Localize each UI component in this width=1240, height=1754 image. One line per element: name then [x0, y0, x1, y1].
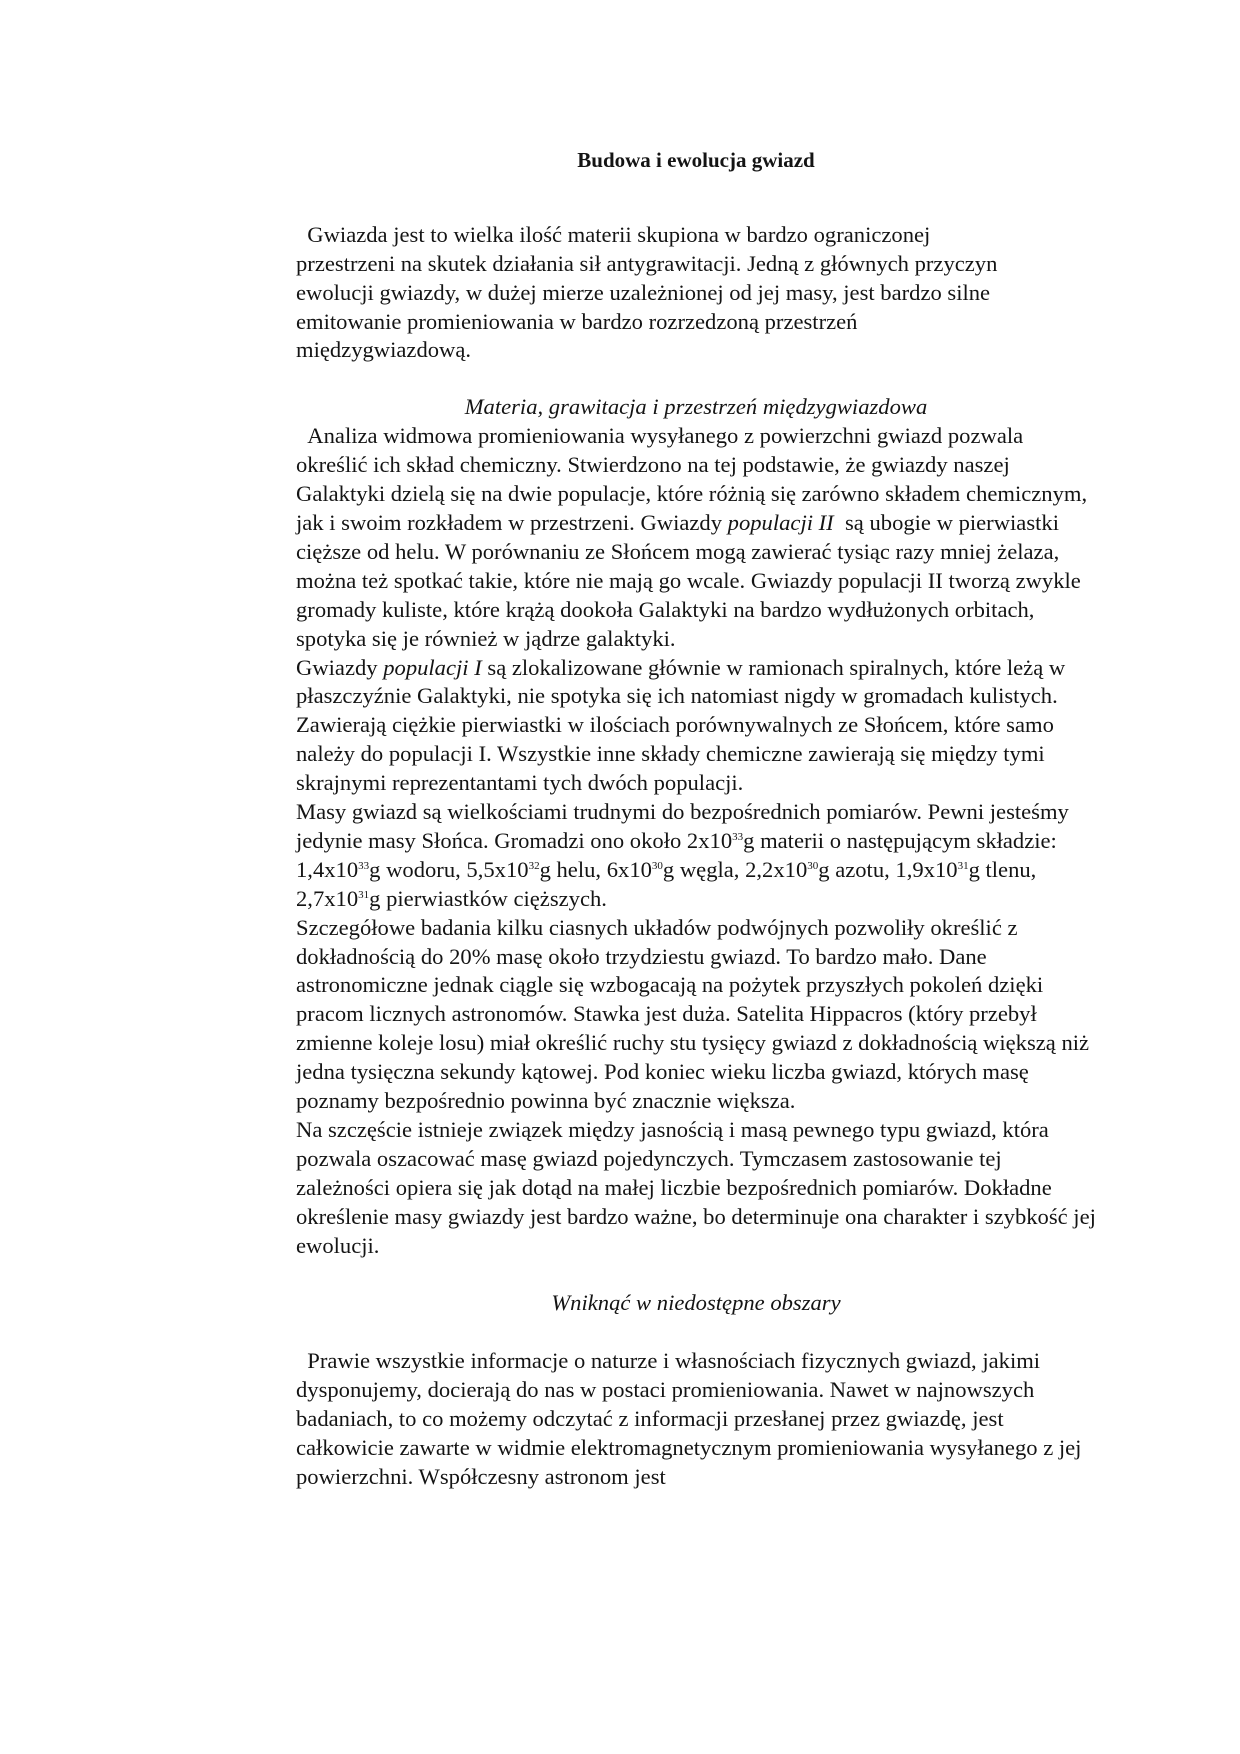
paragraph-population-one: [296, 654, 1096, 799]
composition-element: g tlenu,: [968, 856, 1037, 882]
emphasis-text: populacji I: [383, 654, 482, 680]
section-heading-wniknac: Wniknąć w niedostępne obszary: [551, 1289, 841, 1315]
section-heading-materia: Materia, grawitacja i przestrzeń międzygwiazdowa: [464, 394, 928, 420]
spacer: [296, 1261, 1096, 1289]
exponent: 32: [528, 859, 540, 872]
composition-coef: 1,4x10: [296, 856, 359, 882]
paragraph-text: Analiza widmowa promieniowania wysyłanego z powierzchni gwiazd pozwala określić ich skład chemiczny. Stwierdzono na tej podstawie, że gwiazdy naszej Galaktyki dzielą się na dwie populacje, które różnią się zarówno składem chemicznym, jak i swoim rozkładem w przestrzeni. Gwiazdy: [296, 423, 1093, 535]
composition-element: g wodoru,: [369, 856, 467, 882]
exponent: 30: [651, 859, 663, 872]
document-title: Budowa i ewolucja gwiazd: [577, 148, 815, 172]
intro-line: Gwiazda jest to wielka ilość materii skupiona w bardzo ograniczonej: [296, 221, 931, 247]
composition-coef: 2,7x10: [296, 885, 359, 911]
exponent: 33: [358, 859, 370, 872]
intro-line: emitowanie promieniowania w bardzo rozrzedzoną przestrzeń: [296, 308, 858, 334]
paragraph-masses: [296, 798, 1096, 856]
intro-paragraph: [296, 192, 1096, 365]
spacer: [296, 365, 1096, 393]
intro-line: przestrzeni na skutek działania sił antygrawitacji. Jedną z głównych przyczyn: [296, 250, 998, 276]
document-page: [296, 146, 1096, 1492]
intro-line: międzygwiazdową.: [296, 337, 472, 363]
exponent: 31: [358, 888, 370, 901]
paragraph-text: Gwiazdy: [296, 654, 384, 680]
exponent: 33: [732, 830, 744, 843]
paragraph-radiation: Prawie wszystkie informacje o naturze i własnościach fizycznych gwiazd, jakimi dysponujemy, docierają do nas w postaci promieniowania. Nawet w najnowszych badaniach, to co możemy odczytać z informacji przesłanej przez gwiazdę, jest całkowicie zawarte w widmie elektromagnetycznym promieniowania wysyłanego z jej powierzchni. Współczesny astronom jest: [296, 1348, 1088, 1490]
emphasis-text: populacji II: [727, 509, 834, 535]
intro-line: ewolucji gwiazdy, w dużej mierze uzależnionej od jej masy, jest bardzo silne: [296, 279, 991, 305]
exponent: 31: [957, 859, 969, 872]
exponent: 30: [807, 859, 819, 872]
paragraph-text: Masy gwiazd są wielkościami trudnymi do bezpośrednich pomiarów. Pewni jesteśmy jedynie masy Słońca. Gromadzi ono około 2x10: [296, 799, 1069, 853]
composition-coef: 5,5x10: [466, 856, 529, 882]
composition-coef: 1,9x10: [895, 856, 958, 882]
paragraph-text: są zlokalizowane głównie w ramionach spiralnych, które leżą w płaszczyźnie Galaktyki, nie spotyka się ich natomiast nigdy w gromadach kulistych. Zawierają ciężkie pierwiastki w ilościach porównywalnych ze Słońcem, które samo należy do populacji I. Wszystkie inne składy chemiczne zawierają się między tymi skrajnymi reprezentantami tych dwóch populacji.: [296, 654, 1071, 796]
paragraph-mass-luminosity: Na szczęście istnieje związek między jasnością i masą pewnego typu gwiazd, która pozwala oszacować masę gwiazd pojedynczych. Tymczasem zastosowanie tej zależności opiera się jak dotąd na małej liczbie bezpośrednich pomiarów. Dokładne określenie masy gwiazdy jest bardzo ważne, bo determinuje ona charakter i szybkość jej ewolucji.: [296, 1117, 1096, 1258]
composition-coef: 6x10: [606, 856, 652, 882]
paragraph-binary-systems: Szczegółowe badania kilku ciasnych układów podwójnych pozwoliły określić z dokładnością do 20% masę około trzydziestu gwiazd. To bardzo mało. Dane astronomiczne jednak ciągle się wzbogacają na pożytek przyszłych pokoleń dzięki pracom licznych astronomów. Stawka jest duża. Satelita Hippacros (który przebył zmienne koleje losu) miał określić ruchy stu tysięcy gwiazd z dokładnością większą niż jedna tysięczna sekundy kątowej. Pod koniec wieku liczba gwiazd, których masę poznamy bezpośrednio powinna być znacznie większa.: [296, 914, 1090, 1114]
paragraph-text: g materii o następującym składzie:: [743, 827, 1057, 853]
composition-element: g helu,: [539, 856, 607, 882]
composition-element: g azotu,: [818, 856, 896, 882]
paragraph-text: są ubogie w pierwiastki cięższe od helu. W porównaniu ze Słońcem mogą zawierać tysiąc razy mniej żelaza, można też spotkać takie, które nie mają go wcale. Gwiazdy populacji II tworzą zwykle gromady kuliste, które krążą dookoła Galaktyki na bardzo wydłużonych orbitach, spotyka się je również w jądrze galaktyki.: [296, 509, 1087, 651]
spacer: [296, 1317, 1096, 1347]
paragraph-populations: [296, 422, 1096, 653]
composition-element: g pierwiastków cięższych.: [369, 885, 607, 911]
composition-coef: 2,2x10: [745, 856, 808, 882]
paragraph-composition: [296, 856, 1096, 914]
composition-element: g węgla,: [662, 856, 746, 882]
